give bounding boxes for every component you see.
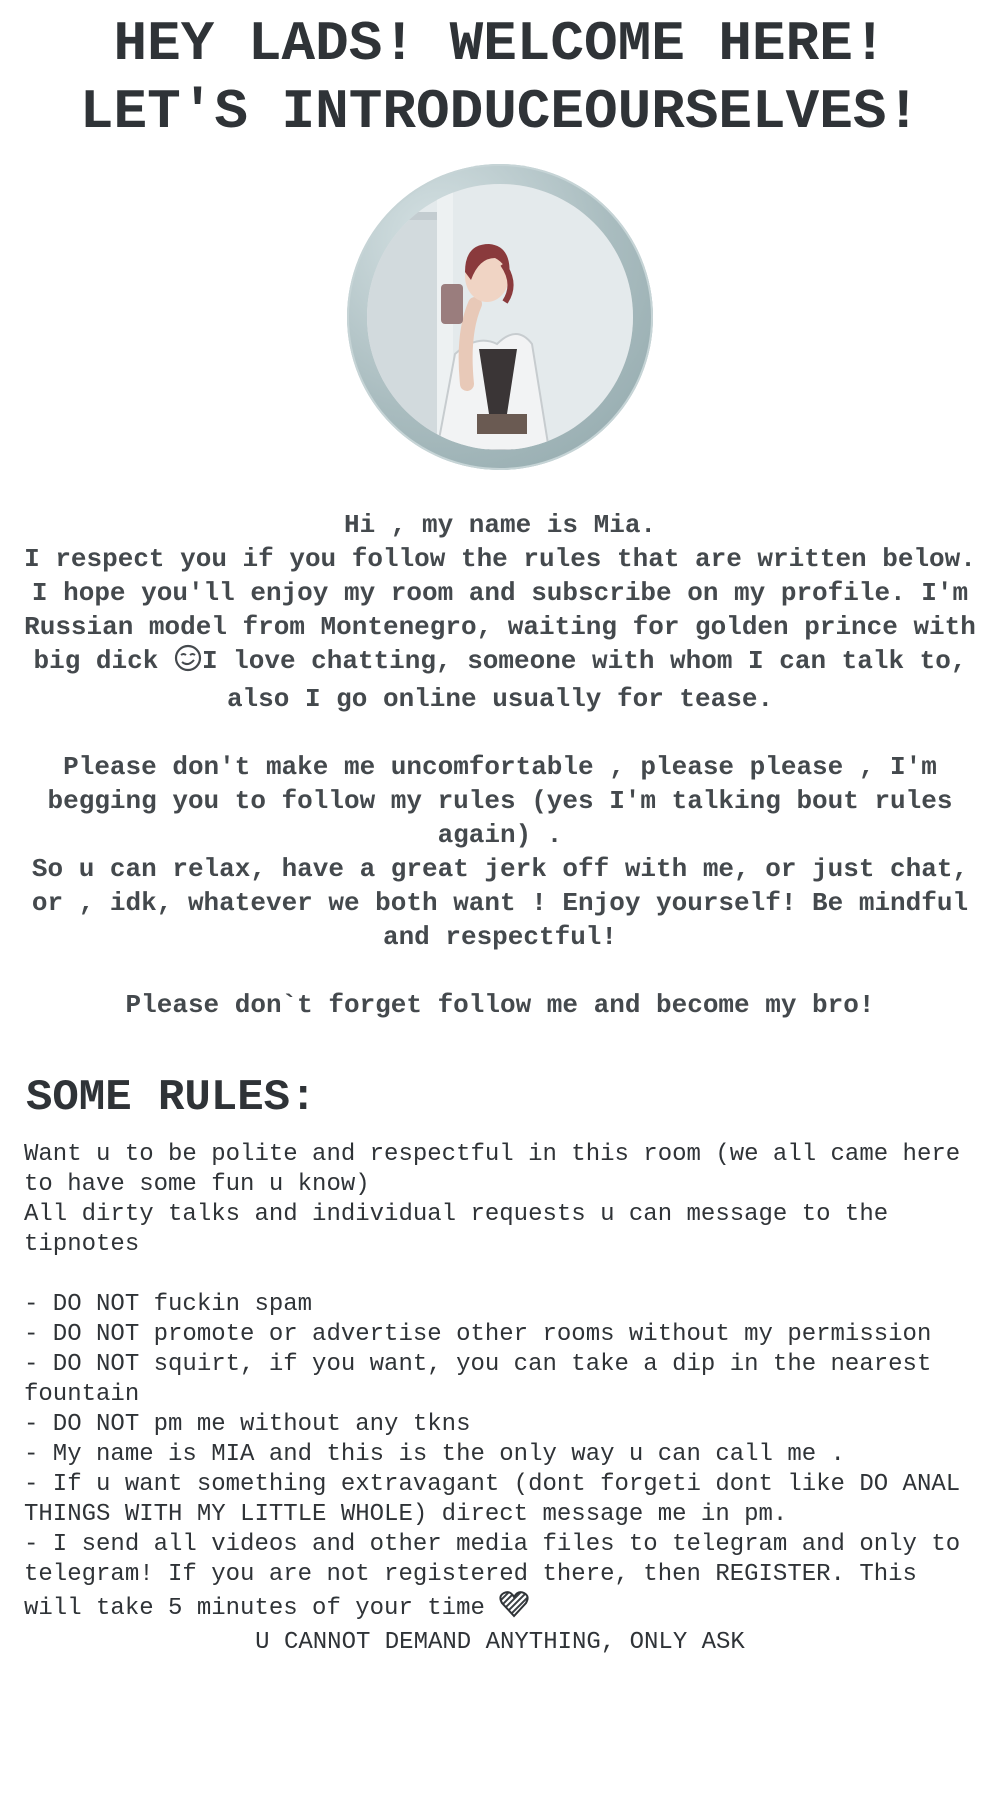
rule-item: - DO NOT squirt, if you want, you can take a dip in the nearest fountain — [24, 1351, 932, 1408]
intro-section — [20, 508, 980, 1022]
closing-note: U CANNOT DEMAND ANYTHING, ONLY ASK — [255, 1629, 745, 1656]
profile-photo-illustration — [367, 184, 633, 450]
intro-paragraph-3: So u can relax, have a great jerk off with me, or just chat, or , idk, whatever we both want ! Enjoy yourself! Be mindful and respectful! — [31, 854, 969, 952]
rules-intro-1: Want u to be polite and respectful in this room (we all came here to have some fun u know) — [24, 1141, 961, 1198]
smirking-face-icon — [174, 644, 202, 682]
rule-item: - DO NOT promote or advertise other rooms without my permission — [24, 1321, 932, 1348]
rules-heading: SOME RULES: — [26, 1073, 317, 1123]
welcome-heading-line-2: LET'S INTRODUCEOURSELVES! — [79, 80, 921, 144]
profile-photo — [367, 184, 633, 450]
rules-intro-2: All dirty talks and individual requests u can message to the tipnotes — [24, 1201, 889, 1258]
rule-item-last-text: - I send all videos and other media files to telegram and only to telegram! If you are not registered there, then REGISTER. This will take 5 minutes of your time — [24, 1531, 961, 1622]
intro-paragraph-1-part-1: I respect you if you follow the rules that are written below. I hope you'll enjoy my room and subscribe on my profile. I'm Russian model from Montenegro, waiting for golden prince with big dick — [24, 544, 976, 676]
rules-section — [24, 1140, 976, 1658]
rule-item: - My name is MIA and this is the only way u can call me . — [24, 1441, 845, 1468]
welcome-heading — [0, 0, 1000, 146]
intro-paragraph-4: Please don`t forget follow me and become my bro! — [125, 990, 875, 1020]
welcome-heading-line-1: HEY LADS! WELCOME HERE! — [113, 12, 887, 76]
avatar — [347, 164, 653, 470]
rule-item: - If u want something extravagant (dont forgeti dont like DO ANAL THINGS WITH MY LITTLE WHOLE) direct message me in pm. — [24, 1471, 961, 1528]
rule-item: - DO NOT fuckin spam — [24, 1291, 313, 1318]
intro-paragraph-2: Please don't make me uncomfortable , please please , I'm begging you to follow my rules (yes I'm talking bout rules again) . — [47, 752, 953, 850]
greeting-text: Hi , my name is Mia. — [343, 510, 657, 540]
intro-paragraph-1 — [20, 542, 980, 716]
striped-heart-icon — [499, 1590, 529, 1628]
rule-item-last — [24, 1530, 976, 1628]
rule-item: - DO NOT pm me without any tkns — [24, 1411, 471, 1438]
intro-paragraph-1-part-2: I love chatting, someone with whom I can talk to, also I go online usually for tease. — [201, 646, 967, 714]
